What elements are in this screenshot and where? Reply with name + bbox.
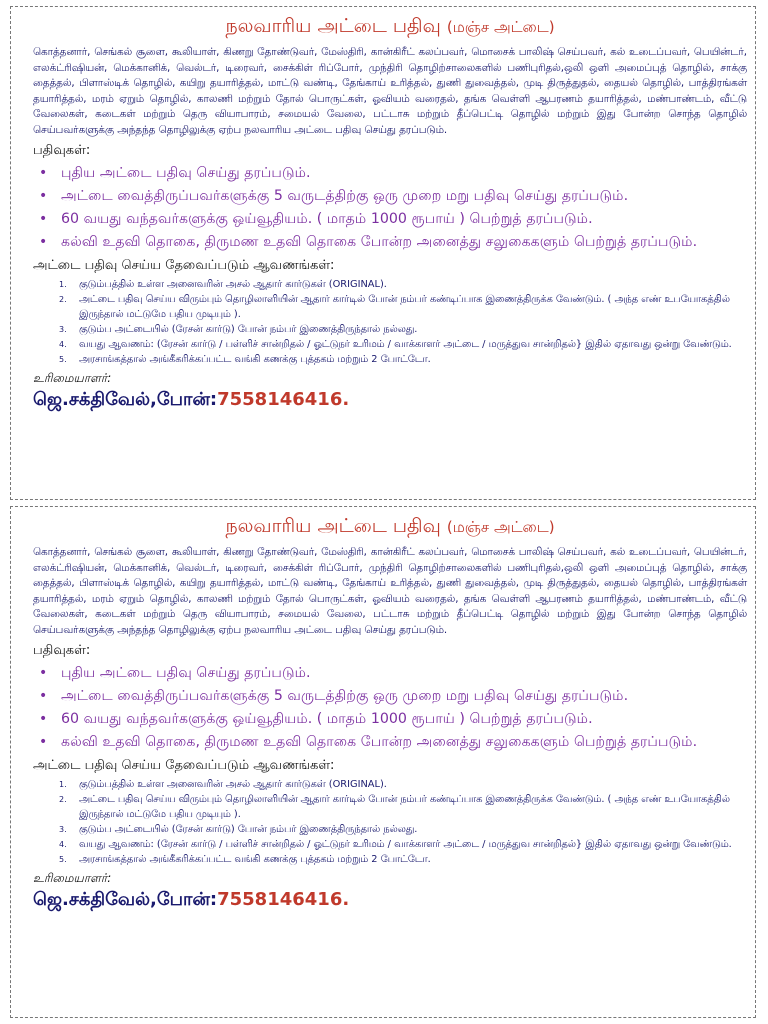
owner-contact bbox=[33, 387, 747, 413]
owner-label: உரிமையாளர்: bbox=[33, 870, 112, 885]
bullet-icon: • bbox=[39, 710, 48, 727]
document-text: அரசாங்கத்தால் அங்கீகரிக்கப்பட்ட வங்கி கணக்கு புத்தகம் மற்றும் 2 போட்டோ. bbox=[79, 853, 431, 865]
document-text: அரசாங்கத்தால் அங்கீகரிக்கப்பட்ட வங்கி கணக்கு புத்தகம் மற்றும் 2 போட்டோ. bbox=[79, 353, 431, 365]
document-number: 3. bbox=[59, 324, 67, 334]
documents-list bbox=[33, 277, 747, 367]
card-title bbox=[33, 511, 747, 542]
benefits-heading: பதிவுகள்: bbox=[33, 642, 91, 658]
owner-name: ஜெ.சக்திவேல்,போன்: bbox=[33, 388, 218, 410]
owner-name: ஜெ.சக்திவேல்,போன்: bbox=[33, 888, 218, 910]
card-title-main: நலவாரிய அட்டை பதிவு bbox=[225, 15, 441, 37]
benefit-item bbox=[33, 185, 747, 208]
benefit-text: அட்டை வைத்திருப்பவர்களுக்கு 5 வருடத்திற்கு ஒரு முறை மறு பதிவு செய்து தரப்படும். bbox=[61, 687, 629, 704]
benefits-list bbox=[33, 662, 747, 754]
flyer-card-bottom bbox=[10, 506, 756, 1018]
bullet-icon: • bbox=[39, 164, 48, 181]
occupations-paragraph: கொத்தனார், செங்கல் சூளை, கூலியாள், கிணறு தோண்டுவர், மேஸ்திரி, கான்கிரீட் கலப்பவர், மொசைக் பாலிஷ் செய்பவர், கல் உடைப்பவர், பெயின்டர், எலக்ட்ரிஷியன், மெக்கானிக், வெல்டர், டிரைவர், சைக்கிள் ரிப்போர், முந்திரி தொழிற்சாலைகளில் பணிபுரிதல்,ஒலி ஒளி அமைப்புத் தொழில், சாக்கு தைத்தல், பிளாஸ்டிக் தொழில், கயிறு தயாரித்தல், மாட்டு வண்டி, தேங்காய் உரித்தல், துணி துவைத்தல், முடி திருத்துதல், தையல் தொழில், பாத்திரங்கள் தயாரித்தல், மரம் ஏறும் தொழில், காலணி மற்றும் தோல் பொருட்கள், ஓவியம் வரைதல், தங்க வெள்ளி ஆபரணம் தயாரித்தல், மண்பாண்டம், வீட்டு வேலைகள், கடைகள் மற்றும் தெரு வியாபாரம், சமையல் வேலை, பட்டாசு மற்றும் தீப்பெட்டி தொழில் மற்றும் இது போன்ற சொந்த தொழில் செய்பவர்களுக்கு அந்தந்த தொழிலுக்கு ஏற்ப நலவாரிய அட்டை பதிவு செய்து தரப்படும். bbox=[33, 46, 747, 136]
document-number: 2. bbox=[59, 794, 67, 804]
document-item bbox=[33, 777, 747, 792]
benefit-item bbox=[33, 731, 747, 754]
bullet-icon: • bbox=[39, 664, 48, 681]
occupations-paragraph: கொத்தனார், செங்கல் சூளை, கூலியாள், கிணறு தோண்டுவர், மேஸ்திரி, கான்கிரீட் கலப்பவர், மொசைக் பாலிஷ் செய்பவர், கல் உடைப்பவர், பெயின்டர், எலக்ட்ரிஷியன், மெக்கானிக், வெல்டர், டிரைவர், சைக்கிள் ரிப்போர், முந்திரி தொழிற்சாலைகளில் பணிபுரிதல்,ஒலி ஒளி அமைப்புத் தொழில், சாக்கு தைத்தல், பிளாஸ்டிக் தொழில், கயிறு தயாரித்தல், மாட்டு வண்டி, தேங்காய் உரித்தல், துணி துவைத்தல், முடி திருத்துதல், தையல் தொழில், பாத்திரங்கள் தயாரித்தல், மரம் ஏறும் தொழில், காலணி மற்றும் தோல் பொருட்கள், ஓவியம் வரைதல், தங்க வெள்ளி ஆபரணம் தயாரித்தல், மண்பாண்டம், வீட்டு வேலைகள், கடைகள் மற்றும் தெரு வியாபாரம், சமையல் வேலை, பட்டாசு மற்றும் தீப்பெட்டி தொழில் மற்றும் இது போன்ற சொந்த தொழில் செய்பவர்களுக்கு அந்தந்த தொழிலுக்கு ஏற்ப நலவாரிய அட்டை பதிவு செய்து தரப்படும். bbox=[33, 546, 747, 636]
owner-phone: 7558146416. bbox=[217, 388, 350, 410]
benefit-text: கல்வி உதவி தொகை, திருமண உதவி தொகை போன்ற அனைத்து சலுகைகளும் பெற்றுத் தரப்படும். bbox=[61, 233, 698, 250]
flyer-card-top bbox=[10, 6, 756, 500]
card-title-paren: (மஞ்ச அட்டை) bbox=[446, 518, 555, 536]
benefit-text: புதிய அட்டை பதிவு செய்து தரப்படும். bbox=[61, 664, 311, 681]
benefits-heading: பதிவுகள்: bbox=[33, 142, 91, 158]
card-title-paren: (மஞ்ச அட்டை) bbox=[446, 18, 555, 36]
benefit-item bbox=[33, 231, 747, 254]
document-text: அட்டை பதிவு செய்ய விரும்பும் தொழிலாளியின் ஆதார் கார்டில் போன் நம்பர் கண்டிப்பாக இணைத்திருக்க வேண்டும். ( அந்த எண் உபயோகத்தில் இருந்தால் மட்டுமே பதிய முடியும் ). bbox=[79, 293, 730, 320]
benefit-item bbox=[33, 162, 747, 185]
document-item bbox=[33, 852, 747, 867]
benefit-text: புதிய அட்டை பதிவு செய்து தரப்படும். bbox=[61, 164, 311, 181]
document-number: 2. bbox=[59, 294, 67, 304]
benefit-item bbox=[33, 208, 747, 231]
benefits-list bbox=[33, 162, 747, 254]
bullet-icon: • bbox=[39, 210, 48, 227]
document-text: வயது ஆவணம்: (ரேசன் கார்டு / பள்ளிச் சான்றிதல் / ஓட்டுநர் உரிமம் / வாக்காளர் அட்டை / மருத்துவ சான்றிதல்} இதில் ஏதாவது ஒன்று வேண்டும். bbox=[79, 838, 732, 850]
document-number: 1. bbox=[59, 279, 67, 289]
bullet-icon: • bbox=[39, 187, 48, 204]
benefit-item bbox=[33, 685, 747, 708]
document-item bbox=[33, 352, 747, 367]
benefit-text: கல்வி உதவி தொகை, திருமண உதவி தொகை போன்ற அனைத்து சலுகைகளும் பெற்றுத் தரப்படும். bbox=[61, 733, 698, 750]
document-item bbox=[33, 292, 747, 322]
benefit-text: 60 வயது வந்தவர்களுக்கு ஒய்வூதியம். ( மாதம் 1000 ரூபாய் ) பெற்றுத் தரப்படும். bbox=[61, 710, 593, 727]
card-title bbox=[33, 11, 747, 42]
document-item bbox=[33, 792, 747, 822]
document-number: 1. bbox=[59, 779, 67, 789]
document-text: வயது ஆவணம்: (ரேசன் கார்டு / பள்ளிச் சான்றிதல் / ஓட்டுநர் உரிமம் / வாக்காளர் அட்டை / மருத்துவ சான்றிதல்} இதில் ஏதாவது ஒன்று வேண்டும். bbox=[79, 338, 732, 350]
benefit-item bbox=[33, 708, 747, 731]
document-item bbox=[33, 277, 747, 292]
document-text: குடும்ப அட்டையில் (ரேசன் கார்டு) போன் நம்பர் இணைத்திருந்தால் நல்லது. bbox=[79, 323, 418, 335]
document-item bbox=[33, 837, 747, 852]
document-item bbox=[33, 822, 747, 837]
benefit-item bbox=[33, 662, 747, 685]
document-text: குடும்ப அட்டையில் (ரேசன் கார்டு) போன் நம்பர் இணைத்திருந்தால் நல்லது. bbox=[79, 823, 418, 835]
document-item bbox=[33, 322, 747, 337]
documents-list bbox=[33, 777, 747, 867]
document-text: குடும்பத்தில் உள்ள அனைவரின் அசல் ஆதார் கார்டுகள் (ORIGINAL). bbox=[79, 778, 387, 790]
owner-label: உரிமையாளர்: bbox=[33, 370, 112, 385]
document-text: குடும்பத்தில் உள்ள அனைவரின் அசல் ஆதார் கார்டுகள் (ORIGINAL). bbox=[79, 278, 387, 290]
owner-contact bbox=[33, 887, 747, 913]
documents-heading: அட்டை பதிவு செய்ய தேவைப்படும் ஆவணங்கள்: bbox=[33, 757, 335, 773]
document-text: அட்டை பதிவு செய்ய விரும்பும் தொழிலாளியின் ஆதார் கார்டில் போன் நம்பர் கண்டிப்பாக இணைத்திருக்க வேண்டும். ( அந்த எண் உபயோகத்தில் இருந்தால் மட்டுமே பதிய முடியும் ). bbox=[79, 793, 730, 820]
bullet-icon: • bbox=[39, 687, 48, 704]
document-item bbox=[33, 337, 747, 352]
bullet-icon: • bbox=[39, 233, 48, 250]
document-number: 4. bbox=[59, 839, 67, 849]
document-number: 5. bbox=[59, 854, 67, 864]
document-number: 4. bbox=[59, 339, 67, 349]
benefit-text: அட்டை வைத்திருப்பவர்களுக்கு 5 வருடத்திற்கு ஒரு முறை மறு பதிவு செய்து தரப்படும். bbox=[61, 187, 629, 204]
card-title-main: நலவாரிய அட்டை பதிவு bbox=[225, 515, 441, 537]
owner-phone: 7558146416. bbox=[217, 888, 350, 910]
bullet-icon: • bbox=[39, 733, 48, 750]
documents-heading: அட்டை பதிவு செய்ய தேவைப்படும் ஆவணங்கள்: bbox=[33, 257, 335, 273]
document-number: 3. bbox=[59, 824, 67, 834]
document-number: 5. bbox=[59, 354, 67, 364]
benefit-text: 60 வயது வந்தவர்களுக்கு ஒய்வூதியம். ( மாதம் 1000 ரூபாய் ) பெற்றுத் தரப்படும். bbox=[61, 210, 593, 227]
